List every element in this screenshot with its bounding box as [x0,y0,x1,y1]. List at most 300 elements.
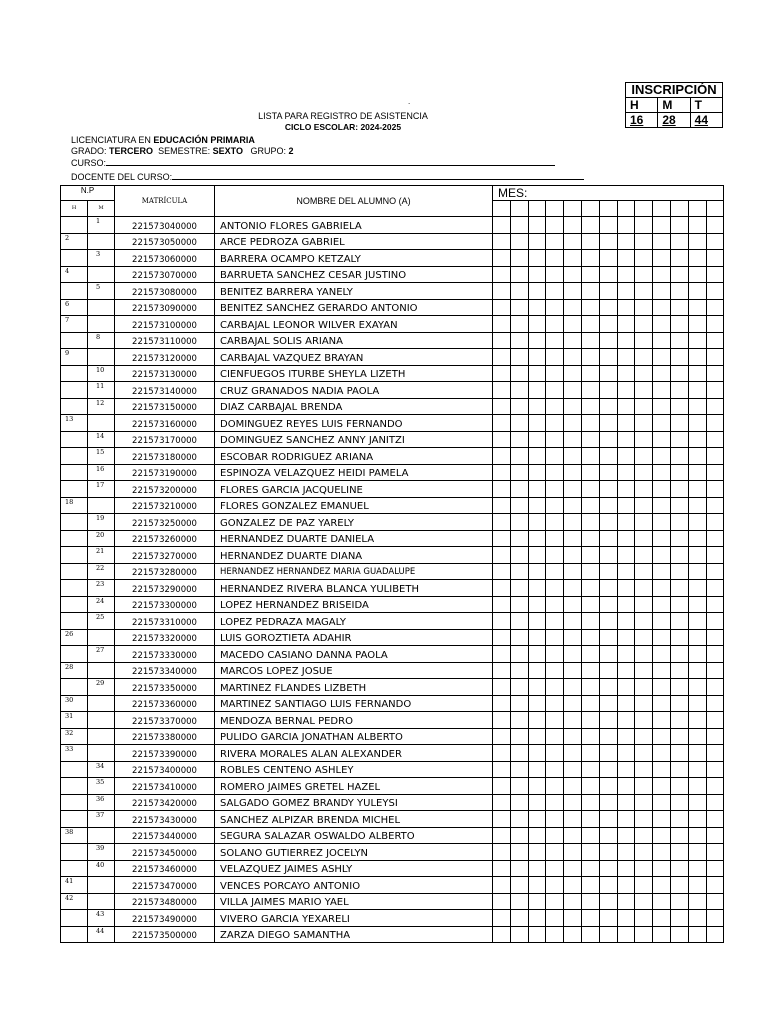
attendance-cell[interactable] [688,860,706,877]
attendance-cell[interactable] [653,646,671,663]
attendance-cell[interactable] [493,563,511,580]
attendance-cell[interactable] [510,481,528,498]
attendance-cell[interactable] [706,431,724,448]
attendance-cell[interactable] [653,596,671,613]
attendance-cell[interactable] [599,778,617,795]
attendance-cell[interactable] [510,217,528,234]
attendance-cell[interactable] [635,233,653,250]
attendance-cell[interactable] [688,662,706,679]
attendance-cell[interactable] [688,283,706,300]
attendance-cell[interactable] [688,233,706,250]
attendance-cell[interactable] [493,530,511,547]
attendance-cell[interactable] [617,563,635,580]
attendance-cell[interactable] [528,382,546,399]
attendance-cell[interactable] [599,563,617,580]
attendance-cell[interactable] [493,431,511,448]
attendance-cell[interactable] [581,662,599,679]
attendance-cell[interactable] [706,910,724,927]
attendance-cell[interactable] [493,926,511,943]
attendance-cell[interactable] [653,382,671,399]
attendance-cell[interactable] [599,481,617,498]
attendance-cell[interactable] [510,712,528,729]
attendance-cell[interactable] [653,266,671,283]
attendance-cell[interactable] [688,761,706,778]
attendance-cell[interactable] [688,415,706,432]
attendance-cell[interactable] [635,547,653,564]
attendance-cell[interactable] [581,481,599,498]
attendance-cell[interactable] [635,745,653,762]
attendance-cell[interactable] [564,778,582,795]
attendance-cell[interactable] [617,646,635,663]
attendance-cell[interactable] [581,283,599,300]
attendance-cell[interactable] [528,250,546,267]
attendance-cell[interactable] [617,250,635,267]
attendance-cell[interactable] [635,646,653,663]
attendance-cell[interactable] [581,349,599,366]
attendance-cell[interactable] [599,827,617,844]
attendance-cell[interactable] [670,728,688,745]
attendance-cell[interactable] [510,547,528,564]
attendance-cell[interactable] [653,299,671,316]
attendance-cell[interactable] [670,745,688,762]
attendance-cell[interactable] [564,679,582,696]
attendance-cell[interactable] [546,646,564,663]
attendance-cell[interactable] [528,497,546,514]
attendance-cell[interactable] [688,596,706,613]
attendance-cell[interactable] [493,596,511,613]
attendance-cell[interactable] [706,464,724,481]
attendance-cell[interactable] [653,332,671,349]
attendance-cell[interactable] [706,382,724,399]
attendance-cell[interactable] [653,761,671,778]
attendance-cell[interactable] [653,514,671,531]
attendance-cell[interactable] [688,679,706,696]
attendance-cell[interactable] [688,712,706,729]
attendance-cell[interactable] [493,877,511,894]
attendance-cell[interactable] [528,695,546,712]
attendance-cell[interactable] [617,464,635,481]
attendance-cell[interactable] [510,497,528,514]
attendance-cell[interactable] [581,745,599,762]
attendance-cell[interactable] [546,365,564,382]
attendance-cell[interactable] [564,613,582,630]
attendance-cell[interactable] [617,398,635,415]
attendance-cell[interactable] [670,299,688,316]
attendance-cell[interactable] [510,728,528,745]
attendance-cell[interactable] [581,563,599,580]
attendance-cell[interactable] [670,266,688,283]
attendance-cell[interactable] [546,580,564,597]
attendance-cell[interactable] [493,398,511,415]
attendance-cell[interactable] [510,464,528,481]
attendance-cell[interactable] [599,910,617,927]
attendance-cell[interactable] [617,299,635,316]
attendance-cell[interactable] [706,481,724,498]
attendance-cell[interactable] [635,794,653,811]
attendance-cell[interactable] [599,580,617,597]
attendance-cell[interactable] [564,910,582,927]
attendance-cell[interactable] [493,646,511,663]
course-field[interactable] [106,157,555,166]
attendance-cell[interactable] [617,514,635,531]
attendance-cell[interactable] [617,596,635,613]
attendance-cell[interactable] [581,497,599,514]
attendance-cell[interactable] [528,514,546,531]
attendance-cell[interactable] [670,316,688,333]
attendance-cell[interactable] [635,365,653,382]
attendance-cell[interactable] [653,481,671,498]
attendance-cell[interactable] [688,794,706,811]
attendance-cell[interactable] [581,926,599,943]
attendance-cell[interactable] [599,893,617,910]
attendance-cell[interactable] [546,844,564,861]
attendance-cell[interactable] [653,415,671,432]
attendance-cell[interactable] [510,530,528,547]
attendance-cell[interactable] [528,860,546,877]
attendance-cell[interactable] [546,283,564,300]
attendance-cell[interactable] [546,827,564,844]
attendance-cell[interactable] [670,910,688,927]
attendance-cell[interactable] [510,860,528,877]
attendance-cell[interactable] [546,316,564,333]
attendance-cell[interactable] [546,514,564,531]
attendance-cell[interactable] [653,448,671,465]
attendance-cell[interactable] [617,728,635,745]
attendance-cell[interactable] [528,893,546,910]
attendance-cell[interactable] [510,893,528,910]
attendance-cell[interactable] [653,695,671,712]
attendance-cell[interactable] [510,745,528,762]
attendance-cell[interactable] [564,415,582,432]
attendance-cell[interactable] [688,893,706,910]
attendance-cell[interactable] [706,448,724,465]
attendance-cell[interactable] [599,745,617,762]
attendance-cell[interactable] [546,613,564,630]
attendance-cell[interactable] [653,431,671,448]
attendance-cell[interactable] [493,382,511,399]
attendance-cell[interactable] [670,464,688,481]
attendance-cell[interactable] [528,811,546,828]
attendance-cell[interactable] [581,530,599,547]
attendance-cell[interactable] [581,728,599,745]
attendance-cell[interactable] [617,283,635,300]
attendance-cell[interactable] [546,497,564,514]
attendance-cell[interactable] [635,481,653,498]
attendance-cell[interactable] [564,646,582,663]
attendance-cell[interactable] [706,893,724,910]
attendance-cell[interactable] [688,266,706,283]
attendance-cell[interactable] [581,316,599,333]
attendance-cell[interactable] [688,778,706,795]
attendance-cell[interactable] [510,596,528,613]
attendance-cell[interactable] [706,497,724,514]
attendance-cell[interactable] [635,893,653,910]
attendance-cell[interactable] [546,926,564,943]
attendance-cell[interactable] [599,283,617,300]
attendance-cell[interactable] [670,893,688,910]
attendance-cell[interactable] [653,712,671,729]
attendance-cell[interactable] [688,481,706,498]
attendance-cell[interactable] [706,761,724,778]
attendance-cell[interactable] [528,398,546,415]
attendance-cell[interactable] [510,382,528,399]
attendance-cell[interactable] [493,712,511,729]
attendance-cell[interactable] [581,695,599,712]
attendance-cell[interactable] [493,580,511,597]
attendance-cell[interactable] [564,217,582,234]
attendance-cell[interactable] [528,217,546,234]
attendance-cell[interactable] [546,415,564,432]
attendance-cell[interactable] [653,877,671,894]
attendance-cell[interactable] [599,695,617,712]
attendance-cell[interactable] [635,299,653,316]
attendance-cell[interactable] [546,794,564,811]
attendance-cell[interactable] [653,910,671,927]
attendance-cell[interactable] [706,794,724,811]
attendance-cell[interactable] [528,580,546,597]
attendance-cell[interactable] [599,448,617,465]
attendance-cell[interactable] [528,464,546,481]
attendance-cell[interactable] [581,860,599,877]
attendance-cell[interactable] [528,761,546,778]
attendance-cell[interactable] [546,596,564,613]
attendance-cell[interactable] [564,629,582,646]
attendance-cell[interactable] [653,217,671,234]
attendance-cell[interactable] [688,563,706,580]
attendance-cell[interactable] [706,596,724,613]
attendance-cell[interactable] [635,563,653,580]
attendance-cell[interactable] [546,679,564,696]
attendance-cell[interactable] [617,712,635,729]
attendance-cell[interactable] [599,844,617,861]
attendance-cell[interactable] [493,448,511,465]
attendance-cell[interactable] [564,811,582,828]
attendance-cell[interactable] [688,299,706,316]
attendance-cell[interactable] [670,547,688,564]
attendance-cell[interactable] [493,778,511,795]
attendance-cell[interactable] [688,332,706,349]
attendance-cell[interactable] [564,299,582,316]
attendance-cell[interactable] [546,629,564,646]
attendance-cell[interactable] [510,514,528,531]
attendance-cell[interactable] [688,646,706,663]
attendance-cell[interactable] [599,497,617,514]
attendance-cell[interactable] [546,398,564,415]
attendance-cell[interactable] [493,316,511,333]
attendance-cell[interactable] [581,382,599,399]
attendance-cell[interactable] [564,893,582,910]
attendance-cell[interactable] [581,877,599,894]
attendance-cell[interactable] [528,728,546,745]
attendance-cell[interactable] [564,266,582,283]
attendance-cell[interactable] [635,464,653,481]
attendance-cell[interactable] [599,728,617,745]
attendance-cell[interactable] [688,811,706,828]
attendance-cell[interactable] [528,778,546,795]
attendance-cell[interactable] [617,217,635,234]
attendance-cell[interactable] [510,349,528,366]
attendance-cell[interactable] [546,233,564,250]
attendance-cell[interactable] [546,299,564,316]
attendance-cell[interactable] [635,316,653,333]
attendance-cell[interactable] [617,349,635,366]
attendance-cell[interactable] [706,415,724,432]
attendance-cell[interactable] [564,398,582,415]
attendance-cell[interactable] [706,349,724,366]
attendance-cell[interactable] [528,563,546,580]
attendance-cell[interactable] [564,316,582,333]
attendance-cell[interactable] [564,332,582,349]
attendance-cell[interactable] [581,613,599,630]
attendance-cell[interactable] [493,217,511,234]
attendance-cell[interactable] [688,745,706,762]
attendance-cell[interactable] [564,349,582,366]
attendance-cell[interactable] [688,365,706,382]
attendance-cell[interactable] [670,794,688,811]
attendance-cell[interactable] [670,926,688,943]
attendance-cell[interactable] [617,910,635,927]
attendance-cell[interactable] [564,745,582,762]
attendance-cell[interactable] [635,349,653,366]
attendance-cell[interactable] [635,662,653,679]
attendance-cell[interactable] [546,547,564,564]
attendance-cell[interactable] [510,761,528,778]
attendance-cell[interactable] [688,613,706,630]
attendance-cell[interactable] [581,811,599,828]
attendance-cell[interactable] [653,464,671,481]
attendance-cell[interactable] [706,695,724,712]
attendance-cell[interactable] [670,860,688,877]
attendance-cell[interactable] [510,415,528,432]
attendance-cell[interactable] [617,629,635,646]
attendance-cell[interactable] [493,514,511,531]
attendance-cell[interactable] [670,349,688,366]
attendance-cell[interactable] [635,695,653,712]
attendance-cell[interactable] [564,530,582,547]
attendance-cell[interactable] [706,530,724,547]
attendance-cell[interactable] [599,415,617,432]
attendance-cell[interactable] [493,349,511,366]
attendance-cell[interactable] [617,547,635,564]
attendance-cell[interactable] [635,910,653,927]
attendance-cell[interactable] [688,382,706,399]
attendance-cell[interactable] [493,415,511,432]
attendance-cell[interactable] [688,629,706,646]
attendance-cell[interactable] [706,827,724,844]
attendance-cell[interactable] [546,860,564,877]
attendance-cell[interactable] [599,596,617,613]
attendance-cell[interactable] [617,233,635,250]
attendance-cell[interactable] [493,761,511,778]
attendance-cell[interactable] [706,811,724,828]
attendance-cell[interactable] [599,679,617,696]
attendance-cell[interactable] [528,365,546,382]
attendance-cell[interactable] [510,827,528,844]
attendance-cell[interactable] [493,893,511,910]
attendance-cell[interactable] [510,662,528,679]
attendance-cell[interactable] [688,497,706,514]
attendance-cell[interactable] [653,613,671,630]
attendance-cell[interactable] [670,448,688,465]
attendance-cell[interactable] [546,448,564,465]
attendance-cell[interactable] [528,530,546,547]
attendance-cell[interactable] [653,365,671,382]
attendance-cell[interactable] [688,877,706,894]
attendance-cell[interactable] [599,431,617,448]
attendance-cell[interactable] [493,299,511,316]
attendance-cell[interactable] [581,217,599,234]
attendance-cell[interactable] [617,662,635,679]
attendance-cell[interactable] [528,316,546,333]
attendance-cell[interactable] [528,448,546,465]
attendance-cell[interactable] [546,728,564,745]
attendance-cell[interactable] [653,844,671,861]
attendance-cell[interactable] [581,250,599,267]
attendance-cell[interactable] [670,695,688,712]
attendance-cell[interactable] [635,514,653,531]
attendance-cell[interactable] [670,712,688,729]
attendance-cell[interactable] [688,448,706,465]
attendance-cell[interactable] [706,398,724,415]
attendance-cell[interactable] [546,877,564,894]
attendance-cell[interactable] [493,811,511,828]
attendance-cell[interactable] [706,563,724,580]
attendance-cell[interactable] [635,728,653,745]
attendance-cell[interactable] [706,250,724,267]
attendance-cell[interactable] [599,349,617,366]
attendance-cell[interactable] [510,332,528,349]
attendance-cell[interactable] [581,761,599,778]
attendance-cell[interactable] [635,332,653,349]
attendance-cell[interactable] [706,778,724,795]
attendance-cell[interactable] [635,217,653,234]
attendance-cell[interactable] [564,233,582,250]
attendance-cell[interactable] [670,431,688,448]
attendance-cell[interactable] [546,332,564,349]
attendance-cell[interactable] [670,332,688,349]
attendance-cell[interactable] [670,629,688,646]
attendance-cell[interactable] [528,233,546,250]
attendance-cell[interactable] [670,778,688,795]
attendance-cell[interactable] [564,926,582,943]
attendance-cell[interactable] [581,365,599,382]
attendance-cell[interactable] [635,712,653,729]
attendance-cell[interactable] [653,745,671,762]
attendance-cell[interactable] [617,761,635,778]
attendance-cell[interactable] [564,448,582,465]
attendance-cell[interactable] [653,580,671,597]
attendance-cell[interactable] [599,629,617,646]
attendance-cell[interactable] [581,629,599,646]
attendance-cell[interactable] [599,547,617,564]
attendance-cell[interactable] [528,332,546,349]
attendance-cell[interactable] [564,431,582,448]
attendance-cell[interactable] [564,860,582,877]
attendance-cell[interactable] [653,250,671,267]
attendance-cell[interactable] [670,877,688,894]
attendance-cell[interactable] [564,250,582,267]
attendance-cell[interactable] [706,877,724,894]
attendance-cell[interactable] [653,728,671,745]
attendance-cell[interactable] [599,662,617,679]
attendance-cell[interactable] [599,514,617,531]
attendance-cell[interactable] [546,662,564,679]
attendance-cell[interactable] [546,910,564,927]
attendance-cell[interactable] [688,250,706,267]
attendance-cell[interactable] [599,712,617,729]
attendance-cell[interactable] [653,679,671,696]
attendance-cell[interactable] [653,827,671,844]
